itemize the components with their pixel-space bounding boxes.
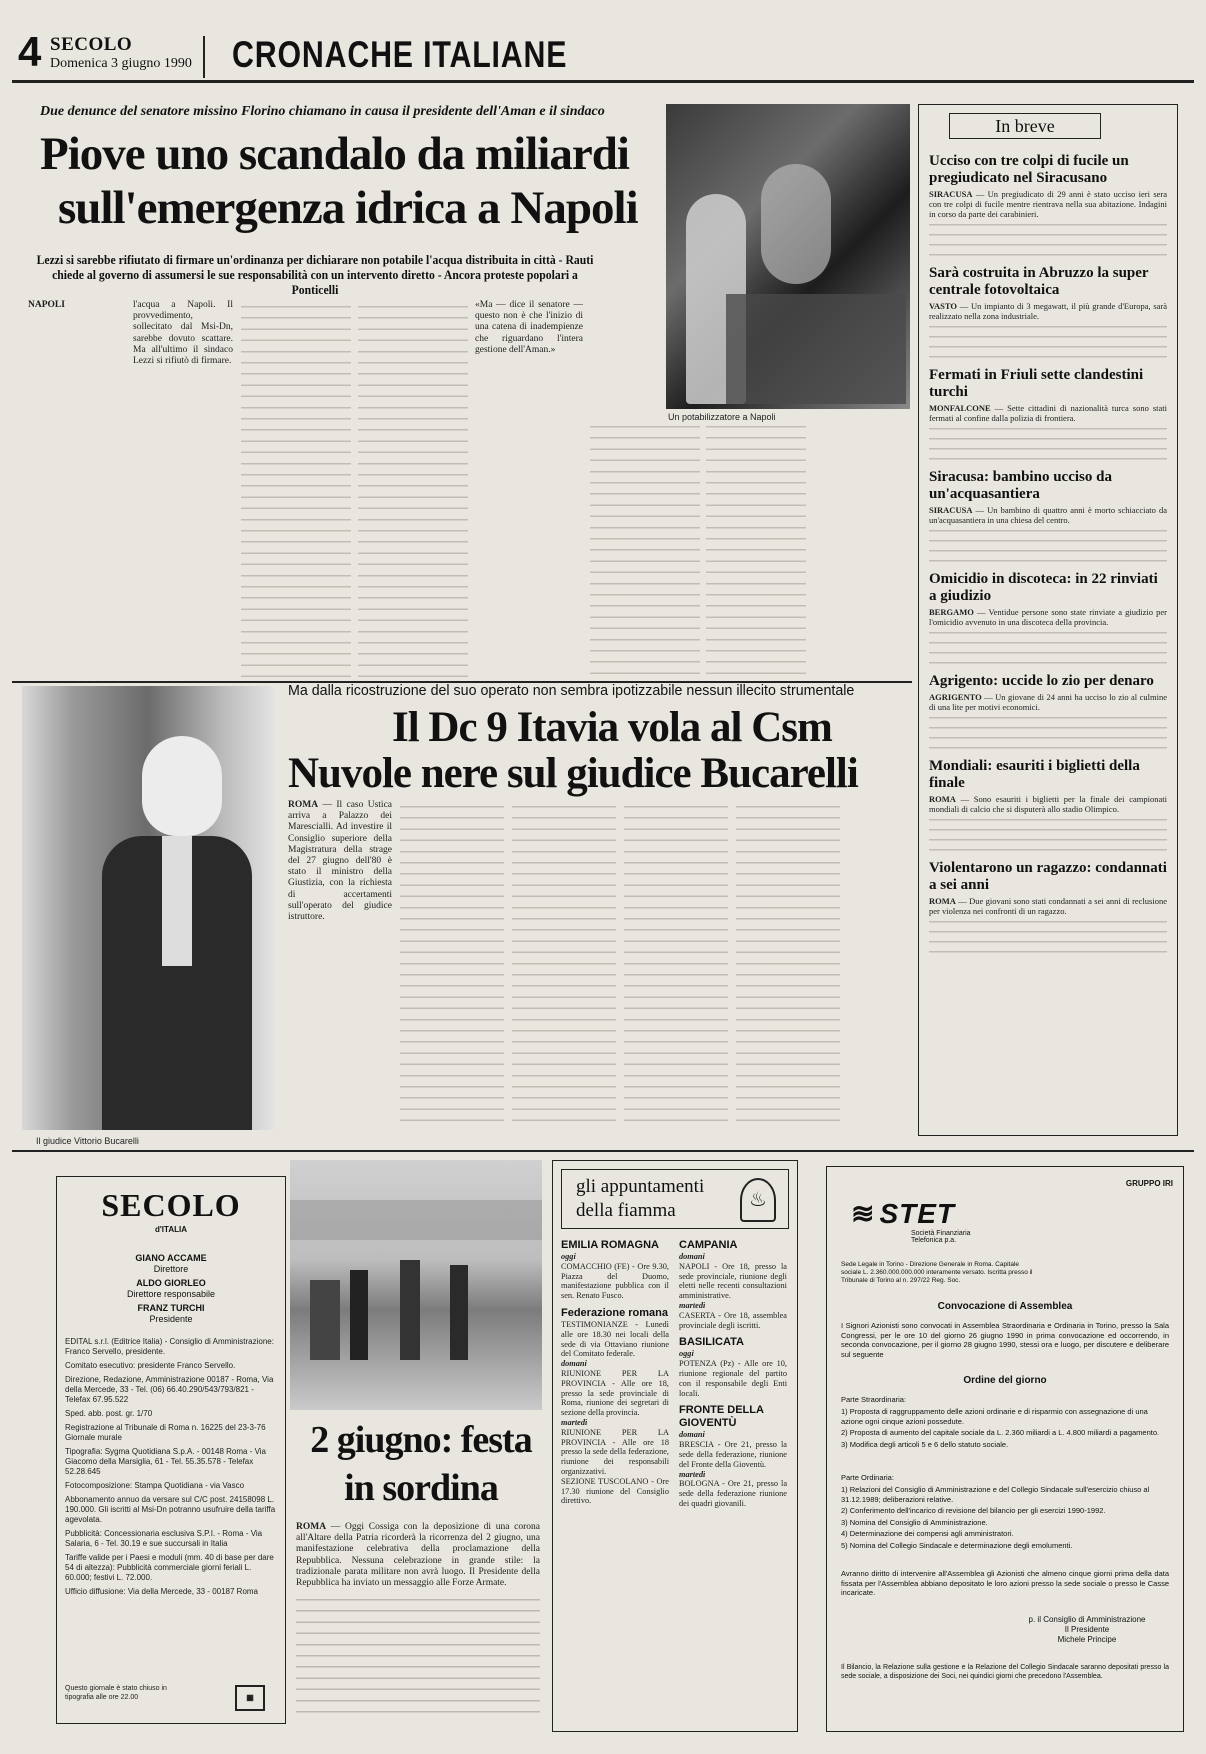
article3-headline-1: 2 giugno: festa [310,1419,532,1461]
article2-col2 [400,800,504,1130]
breve-item-body: Sono esauriti i biglietti per la finale dei campionati mondiali di calcio che si disputerà allo stadio Olimpico. [929,794,1167,814]
colophon-footer: Questo giornale è stato chiuso in tipografia alle ore 22.00 [65,1685,167,1701]
article1-body-col2: l'acqua a Napoli. Il provvedimento, sollecitato dal Msi-Dn, sarebbe dovuto scattare. Ma all'ultimo il sindaco Lezzi si rifiutò di firmare. [133,300,233,367]
breve-item-dateline: ROMA [929,794,956,804]
stet-signature [1007,1615,1167,1645]
potabilizzatore-photo [666,104,910,409]
appuntamenti-title-2: della fiamma [576,1200,676,1221]
resp-name: ALDO GIORLEO [136,1278,206,1288]
article1-dateline: NAPOLI [28,300,65,310]
breve-item-dateline: BERGAMO [929,607,974,617]
appuntamenti-entry: TESTIMONIANZE - Lunedì alle ore 18.30 nei locali della sede di via Ottaviano riunione del Comitato federale. [561,1319,669,1359]
breve-item-dateline: ROMA [929,896,956,906]
stet-logo-icon: ≋ [851,1198,876,1229]
colophon-box [56,1176,286,1724]
breve-item-dateline: VASTO [929,301,958,311]
director-name: GIANO ACCAME [135,1253,207,1263]
colophon-logo-sub: d'ITALIA [155,1225,187,1234]
breve-item-body: Un giovane di 24 anni ha ucciso lo zio al culmine di una lite per motivi economici. [929,692,1168,712]
masthead [0,0,1206,88]
appuntamenti-header [561,1169,789,1229]
in-breve-list [929,147,1167,956]
appuntamenti-entry: NAPOLI - Ore 18, presso la sede provinciale, riunione degli eletti nelle recenti consultazioni amministrative. [679,1261,787,1301]
breve-item-text: AGRIGENTO — Un giovane di 24 anni ha ucciso lo zio al culmine di una lite per motivi economici. [929,692,1168,712]
stet-agenda-item: 3) Modifica degli articoli 5 e 6 dello statuto sociale. [841,1439,1009,1449]
appuntamenti-day: martedì [679,1469,706,1479]
appuntamenti-entry: RIUNIONE PER LA PROVINCIA - Alle ore 18, presso la sede provinciale di Roma, riunione dei segretari di sezione della provincia. [561,1368,669,1418]
breve-item-dateline: MONFALCONE [929,403,991,413]
breve-item-filler [929,814,1167,854]
stet-sign-for: p. il Consiglio di Amministrazione [1028,1615,1146,1624]
article1-summary: Lezzi si sarebbe rifiutato di firmare un'ordinanza per dichiarare non potabile l'acqua distribuita in città - Rauti chiede al governo di assumersi le sue responsabilità con un intervento diretto - Ancora proteste popolari a Ponticelli [36,252,594,297]
appuntamenti-day: martedì [561,1417,588,1427]
appuntamenti-right-col [679,1233,787,1509]
colophon-line: Pubblicità: Concessionaria esclusiva S.P.I. - Roma - Via Salaria, 6 - Tel. 30.19 e sue succursali in Italia [65,1529,263,1548]
breve-item-headline: Omicidio in discoteca: in 22 rinviati a giudizio [929,571,1158,604]
resp-role: Direttore responsabile [126,1289,216,1299]
breve-item-body: Un bambino di quattro anni è morto schiacciato da un'acquasantiera in una chiesa del centro. [929,505,1168,525]
appuntamenti-entry: BOLOGNA - Ore 21, presso la sede della federazione riunione dei quadri giovanili. [679,1479,787,1508]
article2-headline-1: Il Dc 9 Itavia vola al Csm [392,704,832,751]
stet-agenda-item: 4) Determinazione dei compensi agli amministratori. [841,1529,1014,1538]
stet-sign-role: Il Presidente [1064,1625,1110,1634]
stet-agenda-item: 1) Proposta di raggruppamento delle azioni ordinarie e di risparmio con assegnazione di una azione ogni cinque azioni possedute. [841,1407,1148,1426]
stet-note: Avranno diritto di intervenire all'Assemblea gli Azionisti che almeno cinque giorni prima della data fissata per l'Assemblea abbiano depositato le loro azioni presso la sede sociale o presso le Casse incaricate. [841,1569,1169,1597]
breve-item-text: ROMA — Sono esauriti i biglietti per la finale dei campionati mondiali di calcio che si disputerà allo stadio Olimpico. [929,794,1167,814]
breve-item-headline: Violentarono un ragazzo: condannati a sei anni [929,860,1167,893]
breve-item-headline: Sarà costruita in Abruzzo la super centrale fotovoltaica [929,265,1149,298]
stet-group: GRUPPO IRI [1125,1179,1173,1188]
fieg-logo-icon: ▦ [235,1685,265,1711]
breve-item-body: Due giovani sono stati condannati a sei anni di reclusione per violenza nei confronti di un ragazzo. [929,896,1168,916]
stet-sign-name: Michele Principe [1057,1635,1117,1644]
director-role: Direttore [153,1264,189,1274]
appuntamenti-entry: CASERTA - Ore 18, assemblea provinciale degli iscritti. [679,1310,787,1330]
stet-agenda-item: 1) Relazioni del Consiglio di Amministrazione e del Collegio Sindacale sull'esercizio chiuso al 31.12.1989; deliberazioni relative. [841,1485,1150,1504]
appuntamenti-title-1: gli appuntamenti [576,1176,705,1197]
colophon-line: Sped. abb. post. gr. 1/70 [65,1409,153,1418]
appuntamenti-day: domani [561,1359,587,1369]
breve-item-headline: Mondiali: esauriti i biglietti della finale [929,758,1140,791]
pres-role: Presidente [149,1314,193,1324]
appuntamenti-box [552,1160,798,1732]
breve-item-headline: Siracusa: bambino ucciso da un'acquasantiera [929,469,1112,502]
bucarelli-photo [22,686,274,1130]
stet-logo-sub: Società Finanziaria Telefonica p.a. [911,1230,971,1244]
article1-col3 [241,300,351,680]
appuntamenti-left-col [561,1233,669,1506]
breve-item-text: SIRACUSA — Un bambino di quattro anni è morto schiacciato da un'acquasantiera in una chiesa del centro. [929,505,1168,525]
bottom-section-rule [12,1150,1194,1152]
article1-body-col1 [28,300,126,680]
appuntamenti-entry: COMACCHIO (FE) - Ore 9.30, Piazza del Duomo, manifestazione pubblica con il sen. Renato Fusco. [561,1261,669,1301]
breve-item-headline: Agrigento: uccide lo zio per denaro [929,673,1154,689]
article1-body-col5: «Ma — dice il senatore — questo non è che l'inizio di una catena di inadempienze che riguardano l'intera gestione dell'Aman.» [475,300,583,355]
in-breve-title-box [949,113,1101,139]
colophon-line: EDITAL s.r.l. (Editrice Italia) - Consiglio di Amministrazione: Franco Servello, presidente. [65,1337,274,1356]
colophon-line: Tariffe valide per i Paesi e moduli (mm. 40 di base per dare 54 di altezza): Pubblicità commerciale giorni feriali L. 60.000; festivi L. 72.000. [65,1553,274,1582]
article2-col4 [624,800,728,1130]
section-title: CRONACHE ITALIANE [232,34,568,75]
in-breve-box [918,104,1178,1136]
colophon-line: Registrazione al Tribunale di Roma n. 16225 del 23-3-76 Giornale murale [65,1423,266,1442]
appuntamenti-region: FRONTE DELLA GIOVENTÙ [679,1404,764,1430]
paper-name: SECOLO [50,34,133,55]
in-breve-title: In breve [995,116,1055,136]
colophon-line: Tipografia: Sygma Quotidiana S.p.A. - 00148 Roma - Via Giacomo della Marsiglia, 61 - Tel. 55.35.578 - Telefax 52.28.645 [65,1447,266,1476]
appuntamenti-entry: RIUNIONE PER LA PROVINCIA - Alle ore 18 presso la sede della federazione, riunione dei responsabili organizzativi. [561,1427,669,1476]
breve-item-filler [929,525,1167,565]
article2-col3 [512,800,616,1130]
colophon-logo: SECOLO [101,1187,241,1223]
stet-agenda-title: Ordine del giorno [963,1375,1047,1386]
stet-agenda-item: 3) Nomina del Consiglio di Amministrazione. [841,1517,988,1527]
breve-item-headline: Fermati in Friuli sette clandestini turchi [929,367,1144,400]
breve-item-text: MONFALCONE — Sette cittadini di nazionalità turca sono stati fermati al confine dalla polizia di frontiera. [929,403,1168,423]
article3-body: ROMA — Oggi Cossiga con la deposizione di una corona all'Altare della Patria ricorderà la ricorrenza del 2 giugno, una manifestazione celebrativa della proclamazione della Repubblica. Nessuna celebrazione in grande stile: la tradizionale parata militare non avrà luogo. Il Presidente della Repubblica ha inviato un messaggio alle Forze Armate. [296,1522,540,1722]
pres-name: FRANZ TURCHI [137,1303,205,1313]
breve-item-filler [929,423,1167,463]
colophon-line: Ufficio diffusione: Via della Mercede, 33 - 00187 Roma [65,1587,259,1596]
article2-body-col1: ROMA — Il caso Ustica arriva a Palazzo dei Marescialli. Ad investire il Consiglio superiore della Magistratura della strage del 27 giugno dell'80 è stato il ministro della Giustizia, con la richiesta di accertamenti sull'operato del giudice istruttore. [288,800,392,923]
stet-logo-text: STET [879,1198,956,1229]
stet-title: Convocazione di Assemblea [937,1301,1073,1312]
appuntamenti-region: CAMPANIA [679,1239,738,1251]
breve-item-filler [929,627,1167,667]
breve-item-dateline: AGRIGENTO [929,692,982,702]
breve-item-body: Un impianto di 3 megawatt, il più grande d'Europa, sarà realizzato nella zona industriale. [929,301,1168,321]
appuntamenti-day: domani [679,1430,705,1440]
bucarelli-caption: Il giudice Vittorio Bucarelli [36,1136,139,1146]
stet-items1 [841,1407,1169,1451]
stet-address: Sede Legale in Torino - Direzione Generale in Roma. Capitale sociale L. 2.360.000.000.000 interamente versato. Iscritta presso il Tribunale di Torino al n. 297/22 Reg. Soc. [841,1261,1033,1284]
potabilizzatore-caption: Un potabilizzatore a Napoli [668,412,776,422]
stet-items2 [841,1485,1169,1552]
stet-part1: Parte Straordinaria: [841,1395,907,1404]
colophon-line: Fotocomposizione: Stampa Quotidiana - via Vasco [65,1481,245,1490]
breve-item-filler [929,916,1167,956]
appuntamenti-day: martedì [679,1300,706,1310]
colophon-line: Abbonamento annuo da versare sul C/C post. 24158098 L. 190.000. Gli iscritti al Msi-Dn potranno usufruire della tariffa agevolata. [65,1495,276,1524]
stet-agenda-item: 2) Proposta di aumento del capitale sociale da L. 2.360 miliardi a L. 4.800 miliardi a pagamento. [841,1428,1160,1437]
page-number: 4 [18,28,42,75]
appuntamenti-entry: POTENZA (Pz) - Alle ore 10, riunione regionale del partito con il responsabile degli Enti locali. [679,1359,787,1398]
flame-icon: ♨ [740,1178,776,1222]
appuntamenti-day: oggi [679,1349,694,1359]
stet-agenda-item: 2) Conferimento dell'incarico di revisione del bilancio per gli esercizi 1990-1992. [841,1506,1106,1515]
colophon-line: Comitato esecutivo: presidente Franco Servello. [65,1361,236,1370]
breve-item-body: Sette cittadini di nazionalità turca sono stati fermati al confine dalla polizia di frontiera. [929,403,1168,423]
breve-item-dateline: SIRACUSA [929,189,973,199]
stet-agenda-item: 5) Nomina del Collegio Sindacale e determinazione degli emolumenti. [841,1540,1073,1550]
article2-col5 [736,800,840,1130]
article1-kicker: Due denunce del senatore missino Florino chiamano in causa il presidente dell'Aman e il sindaco [40,104,605,119]
masthead-rule [12,80,1194,83]
breve-item-body: Ventidue persone sono state rinviate a giudizio per l'omicidio avvenuto in una discoteca della provincia. [929,607,1167,627]
breve-item-text: BERGAMO — Ventidue persone sono state rinviate a giudizio per l'omicidio avvenuto in una discoteca della provincia. [929,607,1167,627]
breve-item-text: VASTO — Un impianto di 3 megawatt, il più grande d'Europa, sarà realizzato nella zona industriale. [929,301,1168,321]
appuntamenti-day: oggi [561,1252,576,1261]
breve-item-body: Un pregiudicato di 29 anni è stato ucciso ieri sera con tre colpi di fucile mentre rientrava nella sua abitazione. Indagini in corso da parte dei carabinieri. [929,189,1167,219]
appuntamenti-region: BASILICATA [679,1336,744,1349]
appuntamenti-region: Federazione romana [561,1306,668,1319]
article3-headline-2: in sordina [344,1467,498,1509]
colophon-lines [65,1337,277,1601]
article2-headline-2: Nuvole nere sul giudice Bucarelli [288,750,858,797]
colophon-line: Direzione, Redazione, Amministrazione 00187 - Roma, Via della Mercede, 33 - Tel. (06) 66.40.290/543/793/821 - Telefax 67.95.522 [65,1375,274,1404]
appuntamenti-region: EMILIA ROMAGNA [561,1239,659,1251]
stet-logo [851,1197,1001,1244]
article3-dateline: ROMA [296,1522,327,1532]
stet-ad-box [826,1166,1184,1732]
masthead-divider [203,36,205,78]
issue-date: Domenica 3 giugno 1990 [50,56,192,71]
article1-col4 [358,300,468,680]
festa-photo [290,1160,542,1410]
article1-col7 [706,420,806,680]
stet-footer: Il Bilancio, la Relazione sulla gestione e la Relazione del Collegio Sindacale saranno depositati presso la sede sociale, a disposizione dei Soci, nei quindici giorni che precedono l'Assemblea. [841,1664,1169,1680]
appuntamenti-day: domani [679,1252,705,1261]
breve-item-headline: Ucciso con tre colpi di fucile un pregiudicato nel Siracusano [929,153,1129,186]
article2-kicker: Ma dalla ricostruzione del suo operato non sembra ipotizzabile nessun illecito strumentale [288,682,855,699]
article2-dateline: ROMA [288,800,319,810]
stet-part2: Parte Ordinaria: [841,1473,894,1482]
appuntamenti-entry: SEZIONE TUSCOLANO - Ore 17.30 riunione del Consiglio direttivo. [561,1476,669,1506]
breve-item-filler [929,219,1167,259]
breve-item-filler [929,321,1167,361]
article1-headline-2: sull'emergenza idrica a Napoli [58,182,638,234]
breve-item-filler [929,712,1167,752]
breve-item-dateline: SIRACUSA [929,505,973,515]
article3-text: Oggi Cossiga con la deposizione di una corona all'Altare della Patria ricorderà la ricorrenza del 2 giugno, una manifestazione celebrativa della proclamazione della Repubblica. Nessuna celebrazione in grande stile: la tradizionale parata militare non avrà luogo. Il Presidente della Repubblica ha inviato un messaggio alle Forze Armate. [296,1522,540,1589]
breve-item-text: ROMA — Due giovani sono stati condannati a sei anni di reclusione per violenza nei confronti di un ragazzo. [929,896,1168,916]
article2-body: Il caso Ustica arriva a Palazzo dei Marescialli. Ad investire il Consiglio superiore della Magistratura della strage del 27 giugno dell'80 è stato il ministro della Giustizia, con la richiesta di accertamenti sull'operato del giudice istruttore. [288,800,392,923]
stet-intro: I Signori Azionisti sono convocati in Assemblea Straordinaria e Ordinaria in Torino, presso la Sala Congressi, per le ore 10 del giorno 26 giugno 1990 in prima convocazione ed occorrendo, in seconda convocazione, per il giorno 28 giugno 1990, stessi ora e luogo, per discutere e deliberare sul seguente [841,1321,1169,1359]
article1-col6 [590,420,700,680]
breve-item-text: SIRACUSA — Un pregiudicato di 29 anni è stato ucciso ieri sera con tre colpi di fucile mentre rientrava nella sua abitazione. Indagini in corso da parte dei carabinieri. [929,189,1167,219]
colophon-staff [57,1253,285,1325]
appuntamenti-entry: BRESCIA - Ore 21, presso la sede della federazione, riunione del Fronte della Gioventù. [679,1440,787,1469]
article1-headline-1: Piove uno scandalo da miliardi [40,128,629,180]
